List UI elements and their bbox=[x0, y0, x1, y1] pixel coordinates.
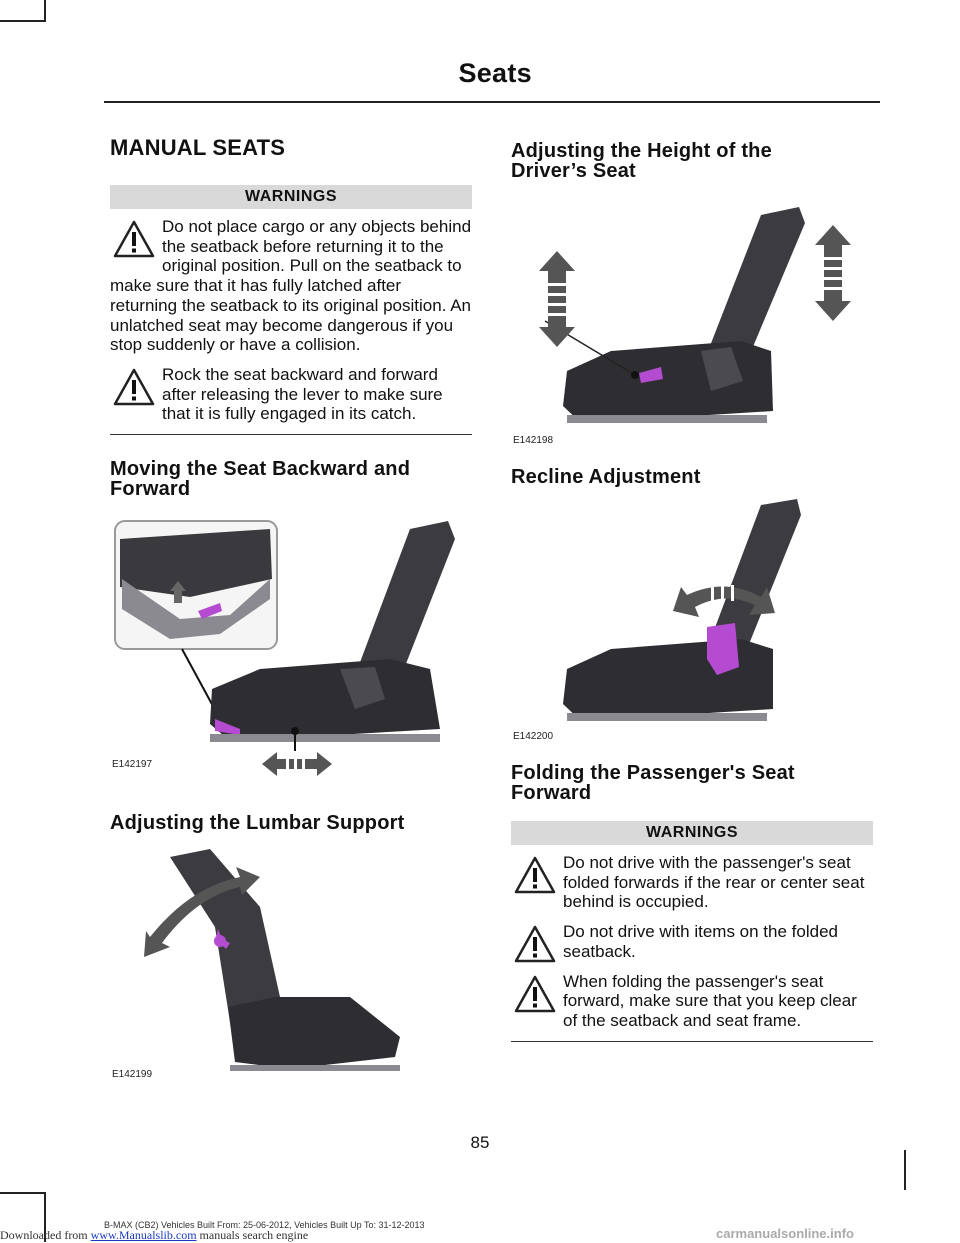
recline-adjustment-illustration bbox=[511, 499, 873, 749]
warning-text: Rock the seat backward and forward after releasing the lever to make sure that it is fully engaged in its catch. bbox=[162, 364, 443, 424]
subsection-title: Folding the Passenger's Seat Forward bbox=[511, 762, 795, 804]
header-rule bbox=[104, 101, 880, 103]
vehicle-info: B-MAX (CB2) Vehicles Built From: 25-06-2012, Vehicles Built Up To: 31-12-2013 bbox=[104, 1220, 425, 1230]
subsection-title: Adjusting the Height of the Driver’s Seat bbox=[511, 140, 772, 182]
page-header-title: Seats bbox=[458, 58, 532, 88]
warning-text: Do not drive with items on the folded seatback. bbox=[563, 922, 838, 961]
warning-triangle-icon bbox=[513, 924, 557, 964]
figure-code: E142198 bbox=[513, 435, 554, 446]
divider bbox=[110, 434, 472, 435]
watermark: carmanualsonline.info bbox=[716, 1226, 854, 1241]
crop-mark bbox=[0, 1192, 46, 1194]
figure-code: E142200 bbox=[513, 731, 554, 742]
subsection-title: Moving the Seat Backward and Forward bbox=[110, 458, 411, 501]
warning-item bbox=[511, 853, 873, 912]
figure-height bbox=[511, 201, 873, 451]
download-credit: Downloaded from www.Manualslib.com manuals search engine bbox=[0, 1228, 309, 1242]
warnings-heading: WARNINGS bbox=[110, 185, 472, 209]
right-column bbox=[511, 135, 873, 1042]
crop-mark bbox=[0, 20, 46, 22]
warning-text: Do not place cargo or any objects behind the seatback before returning it to the original position. Pull on the seatback to make sure that it has fully latched after returning the seatback to its original position. An unlatched seat may become dangerous if you stop suddenly or have a collision. bbox=[110, 217, 472, 355]
figure-lumbar bbox=[110, 847, 472, 1087]
crop-mark bbox=[44, 0, 46, 22]
subsection-title: Adjusting the Lumbar Support bbox=[110, 812, 405, 835]
warning-item bbox=[511, 922, 873, 961]
warning-triangle-icon bbox=[112, 367, 156, 407]
manualslib-link[interactable]: www.Manualslib.com bbox=[90, 1228, 197, 1242]
figure-code: E142199 bbox=[112, 1069, 153, 1081]
warning-triangle-icon bbox=[112, 219, 156, 259]
figure-seat-fore-aft bbox=[110, 519, 472, 787]
divider bbox=[511, 1041, 873, 1042]
seat-fore-aft-illustration bbox=[110, 519, 472, 787]
seat-height-illustration bbox=[511, 201, 873, 451]
warning-triangle-icon bbox=[513, 974, 557, 1014]
section-title: MANUAL SEATS bbox=[110, 135, 286, 160]
page-number: 85 bbox=[470, 1133, 490, 1152]
figure-recline bbox=[511, 499, 873, 749]
left-column bbox=[110, 135, 472, 1087]
lumbar-support-illustration bbox=[110, 847, 472, 1087]
warning-item bbox=[110, 217, 472, 355]
warning-item bbox=[110, 365, 472, 424]
warning-triangle-icon bbox=[513, 855, 557, 895]
warning-text: When folding the passenger's seat forward, make sure that you keep clear of the seatback and seat frame. bbox=[563, 971, 857, 1030]
warning-item bbox=[511, 972, 873, 1031]
subsection-title: Recline Adjustment bbox=[511, 466, 701, 488]
crop-mark bbox=[904, 1150, 906, 1190]
warnings-heading: WARNINGS bbox=[511, 821, 873, 845]
warning-text: Do not drive with the passenger's seat folded forwards if the rear or center seat behind is occupied. bbox=[563, 853, 865, 912]
figure-code: E142197 bbox=[112, 759, 153, 771]
